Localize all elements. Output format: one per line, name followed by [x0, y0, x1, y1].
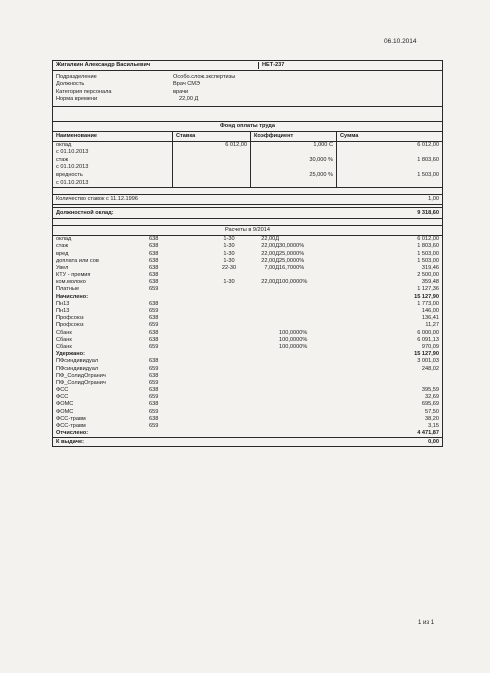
raschet-cell-d: 22,00Д: [261, 243, 279, 250]
raschet-row: [53, 416, 442, 423]
fund-name-cell: с 01.10.2013: [56, 179, 89, 186]
raschet-cell-d: [253, 272, 279, 279]
raschet-rows: [53, 236, 442, 437]
raschet-cell-b: 638: [149, 279, 159, 286]
raschet-cell-e: 100,0000%: [279, 343, 308, 350]
raschet-cell-b: 638: [149, 387, 159, 394]
raschet-cell-b: 659: [149, 308, 159, 314]
raschet-cell-d: [253, 344, 279, 351]
info-labels: [53, 74, 173, 104]
raschet-cell-f: 6 012,00: [417, 236, 439, 243]
raschet-cell-f: 1 773,00: [417, 300, 439, 307]
fund-body: [53, 142, 442, 189]
raschet-cell-e: [279, 401, 341, 408]
raschet-cell-c: [205, 366, 253, 373]
raschet-cell-e: 25,0000%: [279, 250, 305, 257]
raschet-cell-a: вред: [56, 250, 69, 257]
raschet-cell-f: 3 001,03: [417, 358, 439, 365]
raschet-cell-b: 638: [149, 401, 159, 408]
raschet-cell-d: [253, 358, 279, 365]
employee-info: [53, 71, 442, 107]
raschet-cell-f: [341, 373, 442, 380]
raschet-cell-b: 638: [149, 272, 159, 279]
raschet-cell-e: [279, 394, 341, 401]
fund-name-cell: с 01.10.2013: [56, 149, 89, 156]
raschet-cell-a: КТУ - премия: [56, 272, 91, 279]
salary-label: Должностной оклад:: [56, 210, 114, 217]
raschet-title: Расчеты в 9/2014: [53, 225, 442, 236]
raschet-cell-f: 15 127,90: [414, 293, 439, 300]
raschet-row: [53, 337, 442, 344]
raschet-cell-c: [205, 423, 253, 430]
raschet-cell-a: Удержано:: [56, 351, 85, 358]
raschet-cell-f: 57,50: [425, 408, 439, 415]
raschet-cell-f: 136,41: [421, 315, 439, 322]
raschet-cell-c: [205, 294, 253, 301]
stavki-label: Количество ставок с 11.12.1996: [56, 196, 138, 203]
raschet-cell-c: [205, 358, 253, 365]
raschet-cell-b: 638: [149, 257, 159, 264]
raschet-cell-a: ФОМС: [56, 401, 74, 408]
raschet-cell-a: Сбанк: [56, 329, 72, 336]
raschet-cell-d: [253, 401, 279, 408]
document-date: 06.10.2014: [384, 38, 417, 45]
raschet-row: [53, 373, 442, 380]
raschet-row: [53, 423, 442, 430]
raschet-cell-c: [205, 387, 253, 394]
raschet-cell-f: [341, 380, 442, 387]
employee-tab-number: НЕТ-237: [262, 62, 285, 68]
raschet-cell-e: [279, 366, 341, 373]
employee-header: [53, 61, 442, 71]
raschet-cell-c: [205, 308, 253, 315]
fund-header-row: [53, 132, 442, 142]
raschet-cell-a: ФСС: [56, 387, 69, 394]
raschet-row: [53, 322, 442, 329]
info-value: Врач СМЭ: [173, 81, 200, 88]
raschet-cell-d: [253, 315, 279, 322]
raschet-cell-e: [279, 430, 341, 437]
fund-name-cell: вредность: [56, 171, 83, 178]
info-value: врачи: [173, 88, 189, 95]
vydacha-value: 0,00: [428, 439, 439, 446]
raschet-cell-c: [205, 409, 253, 416]
info-value: Особо.слож.экспертизы: [173, 74, 236, 80]
page-counter: 1 из 1: [418, 620, 435, 626]
fund-sum-cell: [337, 180, 442, 188]
raschet-cell-f: 6 000,00: [417, 329, 439, 336]
raschet-cell-a: Профсоюз: [56, 315, 84, 322]
raschet-cell-a: Профсоюз: [56, 322, 84, 329]
raschet-row: [53, 409, 442, 416]
raschet-cell-e: [279, 351, 341, 358]
raschet-cell-c: 1-30: [223, 279, 235, 286]
raschet-cell-a: ПФсиндивидуал: [56, 365, 99, 372]
raschet-row: [53, 272, 442, 279]
fund-sum-cell: [337, 164, 442, 172]
raschet-cell-d: [253, 286, 279, 293]
raschet-cell-e: [279, 409, 341, 416]
raschet-cell-b: 638: [149, 300, 159, 307]
raschet-cell-c: [205, 315, 253, 322]
raschet-cell-a: Увел: [56, 264, 69, 271]
raschet-cell-d: [253, 409, 279, 416]
raschet-cell-a: Платные: [56, 286, 80, 293]
raschet-cell-b: 659: [149, 343, 159, 350]
raschet-cell-f: 38,20: [425, 415, 439, 422]
raschet-cell-b: 638: [149, 372, 159, 379]
salary-value: 9 318,60: [417, 210, 439, 217]
raschet-cell-b: 659: [149, 423, 159, 429]
raschet-row: [53, 387, 442, 394]
raschet-cell-d: [253, 351, 279, 358]
raschet-cell-c: [205, 430, 253, 437]
fund-names-column: [53, 142, 173, 188]
raschet-cell-b: 659: [149, 286, 159, 293]
fund-sum-cell: 1 503,00: [417, 171, 439, 178]
raschet-cell-f: 1 803,60: [417, 243, 439, 250]
raschet-cell-c: [205, 373, 253, 380]
stavki-row: [53, 194, 442, 205]
fund-header-sum: Сумма: [340, 132, 359, 139]
payslip-card: [52, 60, 443, 447]
fund-title: Фонд оплаты труда: [53, 121, 442, 132]
raschet-cell-d: [253, 366, 279, 373]
fund-coef-cell: 30,000 %: [309, 156, 333, 163]
raschet-cell-e: [279, 423, 341, 430]
raschet-row: [53, 358, 442, 365]
raschet-cell-c: [205, 416, 253, 423]
raschet-cell-d: [253, 301, 279, 308]
info-label: Категория персонала: [56, 88, 112, 95]
vydacha-row: [53, 437, 442, 446]
raschet-cell-a: ком.молоко: [56, 279, 86, 286]
raschet-cell-a: Отчислено:: [56, 430, 89, 437]
fund-name-cell: с 01.10.2013: [56, 164, 89, 171]
raschet-cell-a: Пн13: [56, 300, 70, 307]
raschet-cell-e: [279, 322, 341, 329]
raschet-cell-b: 659: [149, 394, 159, 401]
raschet-cell-b: 659: [149, 408, 159, 415]
raschet-cell-d: [253, 387, 279, 394]
raschet-cell-b: 659: [149, 365, 159, 372]
raschet-cell-f: 970,09: [421, 343, 439, 350]
raschet-row: [53, 430, 442, 437]
raschet-cell-a: ПФ_СолидОгранич: [56, 379, 106, 386]
raschet-cell-b: 638: [149, 315, 159, 322]
raschet-cell-a: Сбанк: [56, 336, 72, 343]
raschet-row: [53, 265, 442, 272]
raschet-cell-a: стаж: [56, 243, 69, 250]
raschet-cell-e: [279, 380, 341, 387]
raschet-cell-c: [205, 286, 253, 293]
stavki-value: 1,00: [428, 196, 439, 203]
raschet-cell-b: [149, 430, 205, 437]
raschet-cell-e: 16,7000%: [279, 264, 305, 271]
raschet-cell-d: [253, 337, 279, 344]
raschet-row: [53, 315, 442, 322]
raschet-cell-c: [205, 337, 253, 344]
info-label: Подразделение: [56, 74, 97, 80]
raschet-cell-a: доплата или сов: [56, 257, 99, 264]
raschet-cell-d: [253, 430, 279, 437]
raschet-cell-e: [279, 416, 341, 423]
fund-header-rate: Ставка: [173, 132, 251, 141]
raschet-cell-c: [205, 351, 253, 358]
raschet-cell-d: [253, 416, 279, 423]
fund-coef-cell: 25,000 %: [309, 171, 333, 178]
raschet-cell-d: [253, 423, 279, 430]
raschet-cell-a: ФОМС: [56, 408, 74, 415]
raschet-row: [53, 294, 442, 301]
raschet-cell-e: [279, 301, 341, 308]
raschet-row: [53, 236, 442, 243]
raschet-cell-a: Пн13: [56, 308, 70, 314]
raschet-cell-f: 248,02: [421, 365, 439, 372]
raschet-row: [53, 258, 442, 265]
raschet-cell-a: ФСС-травм: [56, 415, 86, 422]
raschet-cell-c: [205, 330, 253, 337]
raschet-cell-a: ПФсиндивидуал: [56, 358, 99, 365]
raschet-cell-d: 22,00Д: [261, 236, 279, 243]
raschet-cell-b: [149, 351, 205, 358]
raschet-cell-d: 7,00Д: [264, 264, 279, 271]
raschet-cell-a: Начислено:: [56, 293, 89, 300]
raschet-cell-c: [205, 394, 253, 401]
raschet-cell-c: 1-30: [223, 257, 235, 264]
fund-coef-cell: [251, 149, 336, 157]
raschet-cell-c: [205, 401, 253, 408]
raschet-row: [53, 286, 442, 293]
raschet-cell-e: [279, 387, 341, 394]
raschet-row: [53, 380, 442, 387]
raschet-cell-e: [279, 358, 341, 365]
raschet-cell-f: 319,46: [421, 264, 439, 271]
fund-name-cell: стаж: [56, 156, 69, 163]
vydacha-label: К выдаче:: [56, 439, 84, 446]
raschet-cell-d: [253, 308, 279, 315]
fund-header-coef: Коэффициент: [251, 132, 337, 141]
raschet-cell-f: 146,00: [421, 308, 439, 314]
raschet-cell-d: 22,00Д: [261, 257, 279, 264]
fund-name-cell: оклад: [56, 141, 72, 148]
raschet-cell-a: ФСС: [56, 394, 69, 401]
raschet-cell-e: 30,0000%: [279, 243, 305, 250]
raschet-cell-b: [149, 294, 205, 301]
raschet-cell-f: 6 091,13: [417, 336, 439, 343]
raschet-cell-e: [279, 272, 341, 279]
raschet-row: [53, 279, 442, 286]
raschet-cell-d: [253, 294, 279, 301]
raschet-row: [53, 351, 442, 358]
fund-rates-column: [173, 142, 251, 188]
raschet-cell-e: [279, 294, 341, 301]
raschet-cell-e: [279, 308, 341, 315]
raschet-cell-b: 638: [149, 358, 159, 365]
raschet-cell-e: 100,0000%: [279, 279, 308, 286]
raschet-cell-c: 1-30: [223, 236, 235, 243]
raschet-cell-f: 1 127,36: [417, 286, 439, 293]
raschet-cell-d: [253, 373, 279, 380]
raschet-cell-a: Сбанк: [56, 343, 72, 350]
raschet-cell-a: ФСС-травм: [56, 423, 86, 429]
raschet-row: [53, 344, 442, 351]
raschet-cell-d: [253, 322, 279, 329]
raschet-cell-f: 1 503,00: [417, 257, 439, 264]
info-value: 22,00 Д: [179, 96, 199, 103]
fund-sum-cell: [337, 149, 442, 157]
fund-coef-cell: [251, 180, 336, 188]
fund-header-name: Наименование: [53, 132, 173, 141]
raschet-cell-f: 32,69: [425, 394, 439, 401]
raschet-cell-a: оклад: [56, 236, 72, 243]
info-values: [173, 74, 235, 104]
raschet-cell-c: [205, 272, 253, 279]
raschet-cell-b: 638: [149, 243, 159, 250]
fund-sums-column: [337, 142, 442, 188]
raschet-cell-b: 638: [149, 264, 159, 271]
raschet-cell-f: 1 503,00: [417, 250, 439, 257]
raschet-cell-e: [279, 373, 341, 380]
raschet-row: [53, 243, 442, 250]
raschet-cell-e: [279, 286, 341, 293]
info-label: Норма времени: [56, 96, 98, 103]
raschet-cell-b: 638: [149, 329, 159, 336]
raschet-cell-c: 1-30: [223, 243, 235, 250]
raschet-cell-e: 100,0000%: [279, 329, 308, 336]
raschet-row: [53, 330, 442, 337]
raschet-row: [53, 308, 442, 315]
raschet-row: [53, 401, 442, 408]
raschet-row: [53, 301, 442, 308]
fund-sum-cell: 1 803,60: [417, 156, 439, 163]
fund-rate-cell: 6 012,00: [225, 141, 247, 148]
raschet-cell-c: [205, 322, 253, 329]
raschet-cell-b: 659: [149, 379, 159, 386]
raschet-cell-b: 638: [149, 250, 159, 257]
raschet-cell-d: [253, 394, 279, 401]
fund-sum-cell: 6 012,00: [417, 141, 439, 148]
salary-row: [53, 207, 442, 219]
raschet-cell-c: [205, 344, 253, 351]
raschet-cell-f: 15 127,90: [414, 351, 439, 358]
raschet-cell-e: [279, 315, 341, 322]
raschet-cell-d: 22,00Д: [261, 279, 279, 286]
raschet-cell-f: 395,59: [421, 387, 439, 394]
raschet-cell-a: ПФ_СолидОгранич: [56, 372, 106, 379]
raschet-cell-b: 638: [149, 236, 159, 243]
raschet-cell-d: 22,00Д: [261, 250, 279, 257]
fund-coefs-column: [251, 142, 337, 188]
raschet-cell-f: 11,27: [425, 322, 439, 329]
info-label: Должность: [56, 81, 85, 88]
raschet-cell-c: 22-30: [221, 264, 237, 271]
raschet-cell-f: 4 471,87: [417, 430, 439, 437]
raschet-cell-e: 100,0000%: [279, 336, 308, 343]
raschet-row: [53, 251, 442, 258]
raschet-cell-e: [279, 236, 341, 243]
raschet-cell-f: 359,48: [421, 279, 439, 286]
raschet-cell-c: 1-30: [223, 250, 235, 257]
raschet-cell-f: 3,15: [428, 423, 439, 429]
raschet-cell-e: 25,0000%: [279, 257, 305, 264]
fund-coef-cell: [251, 164, 336, 172]
employee-name: Жигалкин Александр Васильевич: [53, 62, 259, 69]
raschet-row: [53, 366, 442, 373]
raschet-cell-c: [205, 380, 253, 387]
raschet-cell-f: 2 500,00: [417, 272, 439, 279]
raschet-cell-f: 695,69: [421, 401, 439, 408]
raschet-row: [53, 394, 442, 401]
raschet-cell-b: 638: [149, 336, 159, 343]
fund-coef-cell: 1,000 С: [313, 141, 333, 148]
raschet-cell-b: 659: [149, 322, 159, 329]
raschet-cell-d: [253, 330, 279, 337]
raschet-cell-b: 638: [149, 415, 159, 422]
raschet-cell-c: [205, 301, 253, 308]
raschet-cell-d: [253, 380, 279, 387]
